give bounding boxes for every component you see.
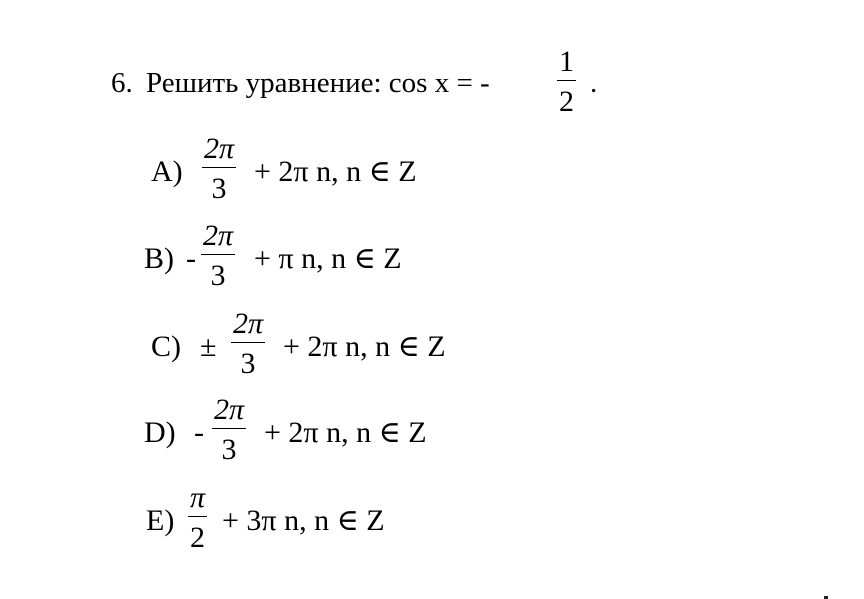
option-label: E)	[146, 504, 175, 537]
option-fraction-denominator: 3	[211, 172, 227, 205]
option-prefix: -	[194, 416, 204, 449]
option-fraction-numerator: 2π	[203, 219, 234, 252]
option-fraction-denominator: 3	[221, 433, 237, 466]
option-label: D)	[144, 416, 176, 449]
option-fraction-numerator: 2π	[204, 132, 235, 165]
option-rest: + 2π n, n ∈ Z	[264, 416, 427, 449]
option-fraction	[202, 134, 236, 204]
option-fraction-numerator: 2π	[233, 307, 264, 340]
option-fraction-denominator: 2	[190, 521, 206, 554]
option-rest: + 3π n, n ∈ Z	[222, 504, 385, 537]
option-fraction-denominator: 3	[210, 259, 226, 292]
option-fraction-numerator: π	[190, 481, 206, 514]
option-fraction	[188, 483, 207, 553]
option-rest: + π n, n ∈ Z	[254, 242, 402, 275]
question-text: Решить уравнение: cos x = -	[146, 67, 490, 99]
option-rest: + 2π n, n ∈ Z	[254, 155, 417, 188]
question-number: 6.	[111, 67, 133, 99]
question-end-period: .	[590, 67, 598, 99]
option-prefix: ±	[200, 330, 217, 363]
option-fraction-numerator: 2π	[214, 393, 245, 426]
option-prefix: -	[186, 242, 196, 275]
option-fraction	[231, 309, 265, 379]
question-fraction	[557, 47, 576, 117]
option-fraction	[212, 395, 246, 465]
option-rest: + 2π n, n ∈ Z	[283, 330, 446, 363]
option-label: A)	[151, 155, 183, 188]
option-label: B)	[144, 242, 174, 275]
question-fraction-denominator: 2	[559, 85, 574, 118]
option-fraction-denominator: 3	[240, 347, 256, 380]
option-label: C)	[151, 330, 181, 363]
question-fraction-numerator: 1	[559, 45, 574, 78]
option-fraction	[201, 221, 235, 291]
